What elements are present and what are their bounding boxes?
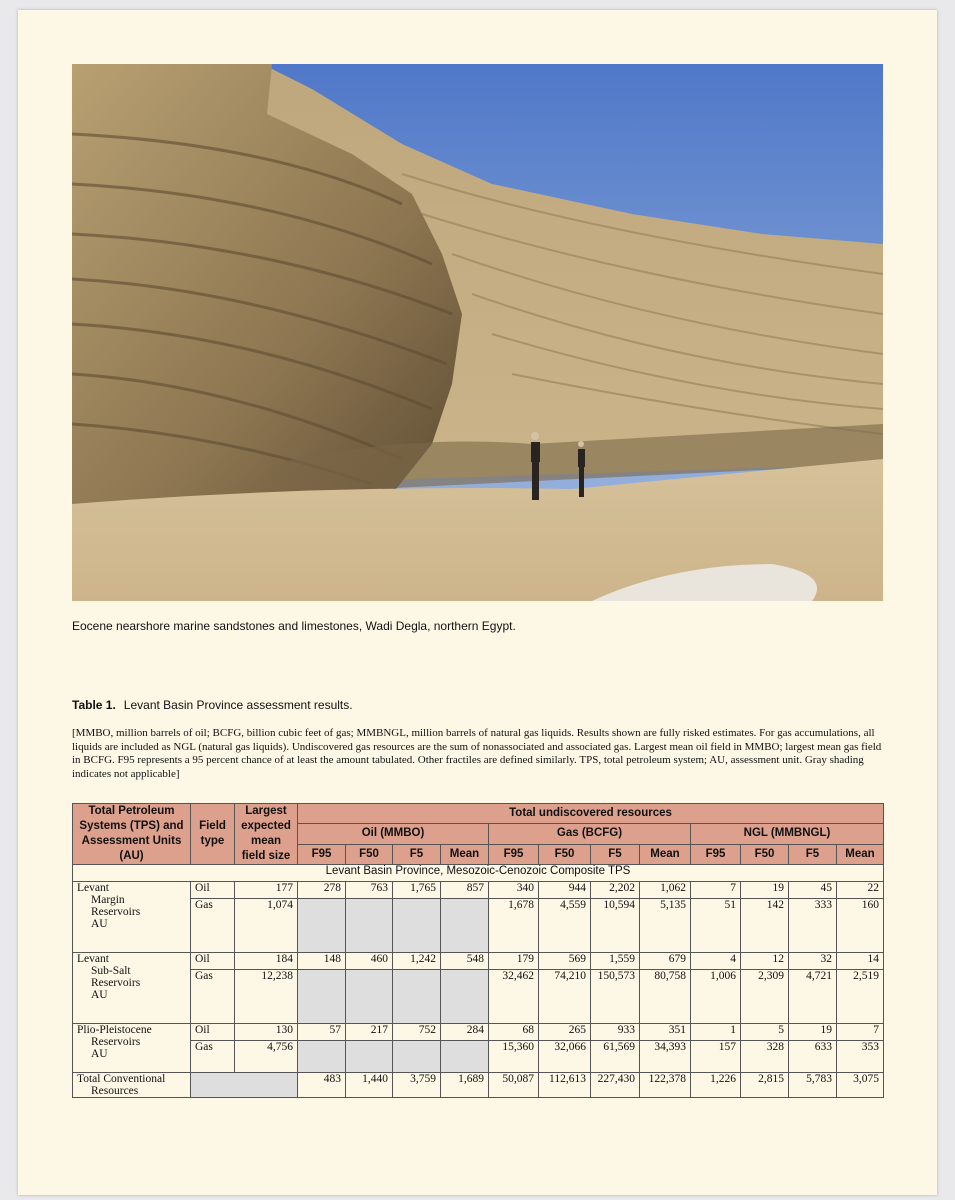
cell: 1,440 bbox=[346, 1073, 393, 1098]
cell: 142 bbox=[741, 899, 789, 953]
na-cell bbox=[441, 970, 489, 1024]
au-name bbox=[73, 882, 191, 953]
cell: 61,569 bbox=[591, 1041, 640, 1073]
cell: 19 bbox=[789, 1024, 837, 1041]
au-name bbox=[73, 953, 191, 1024]
na-cell bbox=[393, 1041, 441, 1073]
table-label: Table 1. bbox=[72, 698, 116, 712]
cell: 68 bbox=[489, 1024, 539, 1041]
cell: 150,573 bbox=[591, 970, 640, 1024]
table-row bbox=[73, 970, 884, 1024]
cell: 2,815 bbox=[741, 1073, 789, 1098]
cell: 752 bbox=[393, 1024, 441, 1041]
largest-field: 184 bbox=[235, 953, 298, 970]
cell: 3,759 bbox=[393, 1073, 441, 1098]
header-f50: F50 bbox=[346, 844, 393, 864]
cell: 32,462 bbox=[489, 970, 539, 1024]
au-line: AU bbox=[91, 918, 108, 930]
table-row bbox=[73, 882, 884, 899]
header-f5: F5 bbox=[393, 844, 441, 864]
cell: 278 bbox=[298, 882, 346, 899]
header-f50: F50 bbox=[539, 844, 591, 864]
au-name bbox=[73, 1024, 191, 1073]
na-cell bbox=[441, 899, 489, 953]
au-line: Reservoirs bbox=[91, 1036, 141, 1048]
header-tps: Total Petroleum Systems (TPS) and Assessment Units (AU) bbox=[73, 804, 191, 865]
au-line: Margin bbox=[91, 894, 125, 906]
cell: 80,758 bbox=[640, 970, 691, 1024]
cell: 633 bbox=[789, 1041, 837, 1073]
cell: 217 bbox=[346, 1024, 393, 1041]
field-type: Gas bbox=[191, 970, 235, 1024]
cell: 351 bbox=[640, 1024, 691, 1041]
table-row bbox=[73, 953, 884, 970]
cell: 353 bbox=[837, 1041, 884, 1073]
header-ngl: NGL (MMBNGL) bbox=[691, 824, 884, 844]
cell: 160 bbox=[837, 899, 884, 953]
cell: 265 bbox=[539, 1024, 591, 1041]
cell: 7 bbox=[691, 882, 741, 899]
cell: 15,360 bbox=[489, 1041, 539, 1073]
cell: 1 bbox=[691, 1024, 741, 1041]
cell: 10,594 bbox=[591, 899, 640, 953]
cell: 122,378 bbox=[640, 1073, 691, 1098]
cell: 1,559 bbox=[591, 953, 640, 970]
header-f50: F50 bbox=[741, 844, 789, 864]
cell: 763 bbox=[346, 882, 393, 899]
table-row bbox=[73, 1024, 884, 1041]
cell: 12 bbox=[741, 953, 789, 970]
total-row bbox=[73, 1073, 884, 1098]
cell: 944 bbox=[539, 882, 591, 899]
cell: 1,062 bbox=[640, 882, 691, 899]
cell: 157 bbox=[691, 1041, 741, 1073]
cell: 333 bbox=[789, 899, 837, 953]
cell: 45 bbox=[789, 882, 837, 899]
section-row: Levant Basin Province, Mesozoic-Cenozoic Composite TPS bbox=[73, 865, 884, 882]
cell: 548 bbox=[441, 953, 489, 970]
cell: 1,678 bbox=[489, 899, 539, 953]
header-gas: Gas (BCFG) bbox=[489, 824, 691, 844]
cell: 14 bbox=[837, 953, 884, 970]
table-notes: [MMBO, million barrels of oil; BCFG, billion cubic feet of gas; MMBNGL, million barrels of natural gas liquids. Results shown are fully risked estimates. For gas accumulations, all liquids are included as NGL (natural gas liquids). Undiscovered gas resources are the sum of nonassociated and associated gas. Largest mean oil field in MMBO; largest mean gas field in BCFG. F95 represents a 95 percent chance of at least the amount tabulated. Other fractiles are defined similarly. TPS, total petroleum system; AU, assessment unit. Gray shading indicates not applicable] bbox=[72, 727, 882, 780]
au-line: Plio-Pleistocene bbox=[77, 1024, 152, 1036]
au-line: AU bbox=[91, 989, 108, 1001]
cell: 857 bbox=[441, 882, 489, 899]
cell: 5 bbox=[741, 1024, 789, 1041]
cell: 2,202 bbox=[591, 882, 640, 899]
au-line: Reservoirs bbox=[91, 977, 141, 989]
cell: 5,783 bbox=[789, 1073, 837, 1098]
header-f95: F95 bbox=[298, 844, 346, 864]
cell: 112,613 bbox=[539, 1073, 591, 1098]
largest-field: 1,074 bbox=[235, 899, 298, 953]
au-line: Levant bbox=[77, 882, 109, 894]
total-label bbox=[73, 1073, 191, 1098]
field-type: Gas bbox=[191, 1041, 235, 1073]
na-cell bbox=[298, 1041, 346, 1073]
header-f95: F95 bbox=[489, 844, 539, 864]
na-cell bbox=[393, 899, 441, 953]
cell: 4,559 bbox=[539, 899, 591, 953]
largest-field: 12,238 bbox=[235, 970, 298, 1024]
header-field-type: Field type bbox=[191, 804, 235, 865]
cell: 1,006 bbox=[691, 970, 741, 1024]
header-f95: F95 bbox=[691, 844, 741, 864]
header-f5: F5 bbox=[591, 844, 640, 864]
header-oil: Oil (MMBO) bbox=[298, 824, 489, 844]
total-label-line: Total Conventional bbox=[77, 1073, 166, 1085]
cell: 2,309 bbox=[741, 970, 789, 1024]
field-type: Oil bbox=[191, 1024, 235, 1041]
au-line: Reservoirs bbox=[91, 906, 141, 918]
na-cell bbox=[298, 970, 346, 1024]
cell: 5,135 bbox=[640, 899, 691, 953]
table-title-text: Levant Basin Province assessment results. bbox=[123, 698, 353, 712]
au-line: Sub-Salt bbox=[91, 965, 131, 977]
header-mean: Mean bbox=[837, 844, 884, 864]
cell: 32,066 bbox=[539, 1041, 591, 1073]
header-largest: Largest expected mean field size bbox=[235, 804, 298, 865]
na-cell bbox=[441, 1041, 489, 1073]
cell: 19 bbox=[741, 882, 789, 899]
cell: 1,242 bbox=[393, 953, 441, 970]
cell: 460 bbox=[346, 953, 393, 970]
cell: 679 bbox=[640, 953, 691, 970]
cell: 22 bbox=[837, 882, 884, 899]
cell: 340 bbox=[489, 882, 539, 899]
cell: 51 bbox=[691, 899, 741, 953]
cell: 1,689 bbox=[441, 1073, 489, 1098]
table-title bbox=[72, 698, 353, 712]
cell: 569 bbox=[539, 953, 591, 970]
cell: 148 bbox=[298, 953, 346, 970]
cell: 50,087 bbox=[489, 1073, 539, 1098]
cell: 34,393 bbox=[640, 1041, 691, 1073]
header-total: Total undiscovered resources bbox=[298, 804, 884, 824]
cell: 1,226 bbox=[691, 1073, 741, 1098]
na-cell bbox=[346, 970, 393, 1024]
photo-caption: Eocene nearshore marine sandstones and limestones, Wadi Degla, northern Egypt. bbox=[72, 619, 516, 633]
landscape-photo bbox=[72, 64, 883, 601]
cell: 4 bbox=[691, 953, 741, 970]
na-cell bbox=[191, 1073, 298, 1098]
cell: 1,765 bbox=[393, 882, 441, 899]
largest-field: 4,756 bbox=[235, 1041, 298, 1073]
cell: 7 bbox=[837, 1024, 884, 1041]
total-label-line: Resources bbox=[91, 1085, 139, 1097]
cell: 933 bbox=[591, 1024, 640, 1041]
table-row bbox=[73, 899, 884, 953]
largest-field: 177 bbox=[235, 882, 298, 899]
largest-field: 130 bbox=[235, 1024, 298, 1041]
au-line: Levant bbox=[77, 953, 109, 965]
cell: 74,210 bbox=[539, 970, 591, 1024]
field-type: Oil bbox=[191, 882, 235, 899]
au-line: AU bbox=[91, 1048, 108, 1060]
cell: 32 bbox=[789, 953, 837, 970]
cell: 284 bbox=[441, 1024, 489, 1041]
cell: 328 bbox=[741, 1041, 789, 1073]
header-f5: F5 bbox=[789, 844, 837, 864]
cell: 2,519 bbox=[837, 970, 884, 1024]
field-type: Gas bbox=[191, 899, 235, 953]
cell: 227,430 bbox=[591, 1073, 640, 1098]
header-mean: Mean bbox=[441, 844, 489, 864]
cell: 3,075 bbox=[837, 1073, 884, 1098]
na-cell bbox=[393, 970, 441, 1024]
cell: 179 bbox=[489, 953, 539, 970]
field-type: Oil bbox=[191, 953, 235, 970]
assessment-results-table bbox=[72, 803, 884, 1098]
cell: 483 bbox=[298, 1073, 346, 1098]
na-cell bbox=[298, 899, 346, 953]
na-cell bbox=[346, 1041, 393, 1073]
header-mean: Mean bbox=[640, 844, 691, 864]
na-cell bbox=[346, 899, 393, 953]
cell: 57 bbox=[298, 1024, 346, 1041]
table-row bbox=[73, 1041, 884, 1073]
cell: 4,721 bbox=[789, 970, 837, 1024]
